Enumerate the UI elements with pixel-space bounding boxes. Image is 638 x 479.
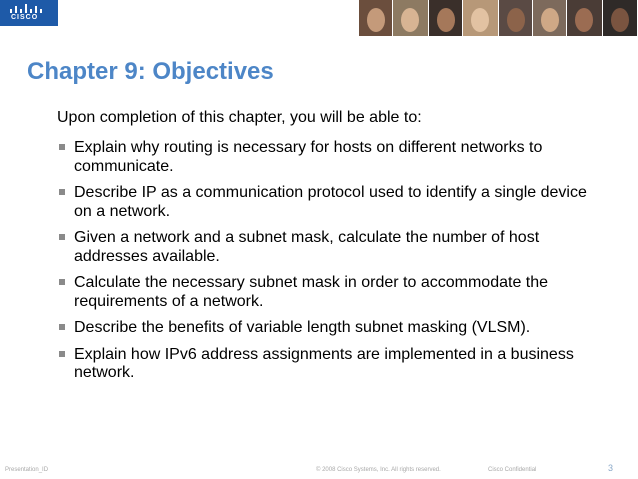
person-photo-icon <box>401 8 419 32</box>
person-photo-icon <box>575 8 593 32</box>
header-photo <box>603 0 638 36</box>
header-photo <box>533 0 567 36</box>
header-photo <box>567 0 603 36</box>
objective-item <box>57 139 607 176</box>
person-photo-icon <box>541 8 559 32</box>
person-photo-icon <box>611 8 629 32</box>
objective-item <box>57 229 607 266</box>
presentation-id: Presentation_ID <box>5 467 49 473</box>
cisco-bars-icon <box>9 4 49 14</box>
square-bullet-icon <box>59 351 65 357</box>
slide-footer <box>0 462 638 479</box>
header-banner <box>0 0 638 36</box>
objective-item <box>57 346 607 383</box>
slide-title: Chapter 9: Objectives <box>27 58 274 85</box>
person-photo-icon <box>507 8 525 32</box>
person-photo-icon <box>367 8 385 32</box>
confidential-label: Cisco Confidential <box>488 467 537 473</box>
square-bullet-icon <box>59 144 65 150</box>
person-photo-icon <box>437 8 455 32</box>
objectives-list <box>57 139 607 383</box>
square-bullet-icon <box>59 189 65 195</box>
objective-item <box>57 274 607 311</box>
header-photo <box>499 0 533 36</box>
header-photo <box>429 0 463 36</box>
objective-item <box>57 319 607 338</box>
objective-text: Describe IP as a communication protocol used to identify a single device on a network. <box>74 184 587 220</box>
square-bullet-icon <box>59 324 65 330</box>
page-number: 3 <box>608 463 614 473</box>
square-bullet-icon <box>59 234 65 240</box>
objective-text: Given a network and a subnet mask, calculate the number of host addresses available. <box>74 229 540 265</box>
objective-text: Describe the benefits of variable length subnet masking (VLSM). <box>74 319 531 336</box>
header-photo-strip <box>359 0 638 36</box>
header-photo <box>463 0 499 36</box>
slide-content <box>57 109 607 391</box>
copyright-notice: © 2008 Cisco Systems, Inc. All rights reserved. <box>316 467 441 473</box>
square-bullet-icon <box>59 279 65 285</box>
header-photo <box>393 0 429 36</box>
cisco-logo <box>0 0 58 26</box>
logo-text: CISCO <box>11 14 39 21</box>
header-photo <box>359 0 393 36</box>
objective-text: Calculate the necessary subnet mask in order to accommodate the requirements of a network. <box>74 274 549 310</box>
intro-text: Upon completion of this chapter, you will be able to: <box>57 109 422 126</box>
objective-text: Explain how IPv6 address assignments are implemented in a business network. <box>74 345 574 381</box>
person-photo-icon <box>471 8 489 32</box>
objective-text: Explain why routing is necessary for hosts on different networks to communicate. <box>74 139 543 175</box>
objective-item <box>57 184 607 221</box>
